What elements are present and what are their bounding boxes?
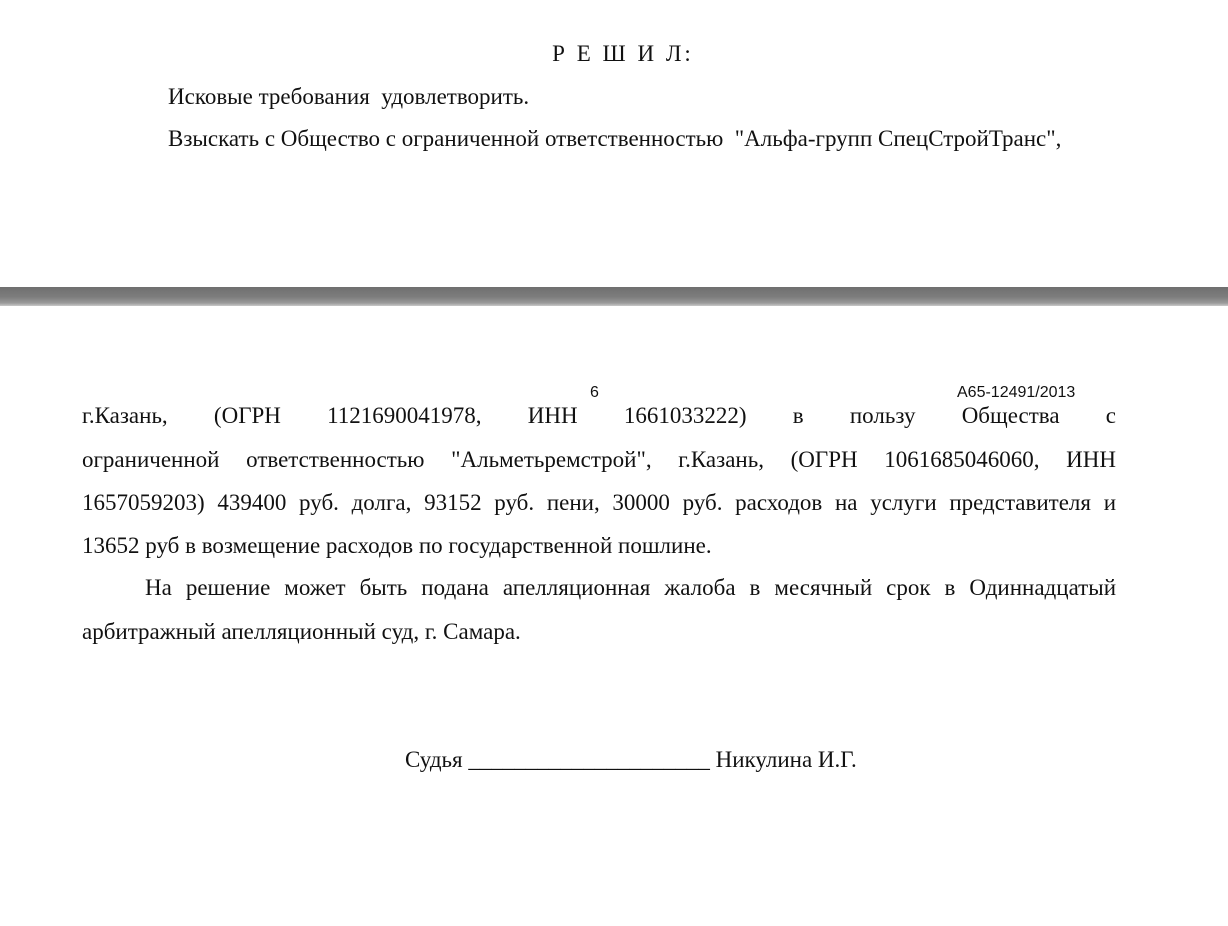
page-separator [0, 287, 1228, 306]
appeal-paragraph-line: На решение может быть подана апелляционная жалоба в месячный срок в Одиннадцатый [145, 575, 1116, 600]
page-number: 6 [590, 384, 599, 401]
paragraph-line: ограниченной ответственностью "Альметьремстрой", г.Казань, (ОГРН 1061685046060, ИНН [82, 447, 1116, 472]
document-page-top [0, 0, 1228, 287]
claims-granted-line: Исковые требования удовлетворить. [168, 84, 530, 109]
judge-signature-line: Судья _____________________ Никулина И.Г. [405, 747, 857, 772]
decision-heading: Р Е Ш И Л: [552, 41, 694, 66]
appeal-paragraph-line: арбитражный апелляционный суд, г. Самара. [82, 619, 521, 644]
paragraph-line: 13652 руб в возмещение расходов по государственной пошлине. [82, 533, 712, 558]
paragraph-line: г.Казань, (ОГРН 1121690041978, ИНН 1661033222) в пользу Общества с [82, 403, 1116, 428]
recover-from-line: Взыскать с Общество с ограниченной ответственностью "Альфа-групп СпецСтройТранс", [168, 126, 1062, 151]
paragraph-line: 1657059203) 439400 руб. долга, 93152 руб. пени, 30000 руб. расходов на услуги представителя и [82, 490, 1116, 515]
case-number: А65-12491/2013 [957, 384, 1076, 401]
document-page-bottom [0, 306, 1228, 926]
